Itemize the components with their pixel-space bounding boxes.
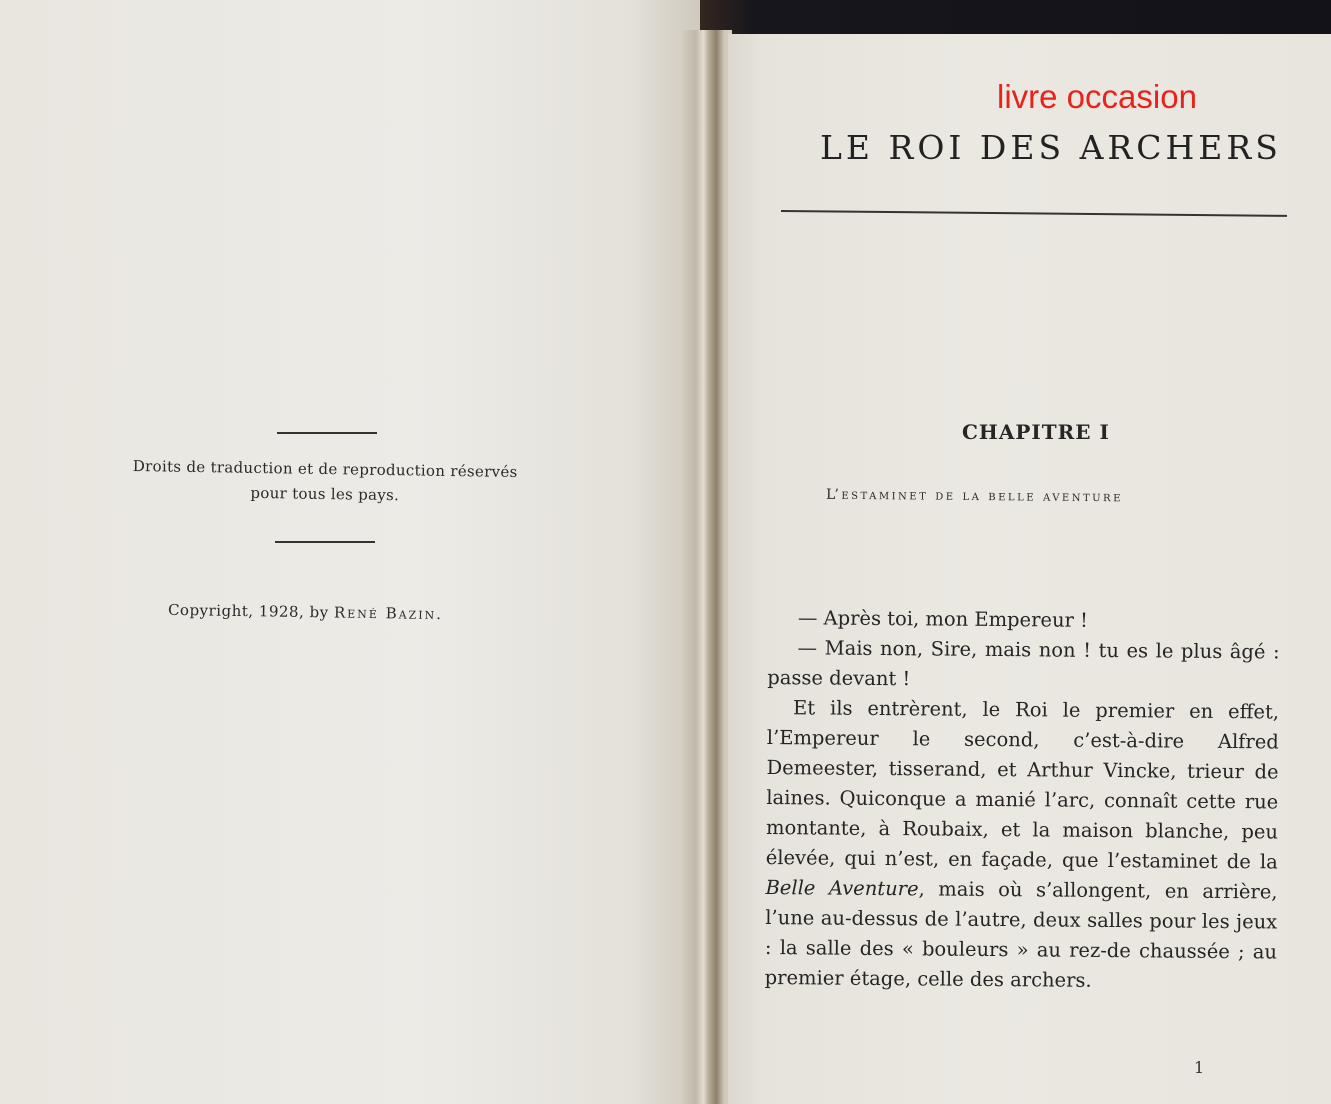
copyright-prefix: Copyright, 1928, by [167,600,335,622]
watermark-text: livre occasion [997,78,1197,115]
chapter-subtitle: L’estaminet de la belle aventure [825,486,1124,506]
rights-notice [110,454,541,511]
chapter-body [765,603,1280,997]
paragraph-3 [765,693,1280,997]
book-gutter [680,30,732,1104]
copyright-author: René Bazin. [333,603,444,624]
page-number: 1 [1194,1058,1205,1077]
rule-top-left [277,432,377,434]
rule-bottom-left [275,541,375,543]
paragraph-3-part-1: Et ils entrèrent, le Roi le premier en effet, l’Empereur le second, c’est-à-dire Alfred Demeester, tisserand, et Arthur Vincke, trieur de laines. Quiconque a manié l’arc, connaît cette rue montante, à Roubaix, et la maison blanche, peu élevée, qui n’est, en façade, que l’estaminet de la [765,696,1280,874]
paragraph-3-part-2: , mais où s’allongent, en arrière, l’une au-dessus de l’autre, deux salles pour les jeux : la salle des « bouleurs » au rez-de chaussée ; au premier étage, celle des archers. [764,877,1278,992]
paragraph-3-italic: Belle Aventure [765,875,919,901]
chapter-heading: CHAPITRE I [962,420,1110,444]
book-cover-edge [690,0,1331,34]
paragraph-1: — Après toi, mon Empereur ! [797,606,1089,632]
rights-line-2: pour tous les pays. [250,483,400,505]
paragraph-2: — Mais non, Sire, mais non ! tu es le plus âgé : passe devant ! [767,636,1280,691]
rights-line-1: Droits de traduction et de reproduction réservés [132,456,518,482]
book-title: LE ROI DES ARCHERS [820,128,1282,167]
